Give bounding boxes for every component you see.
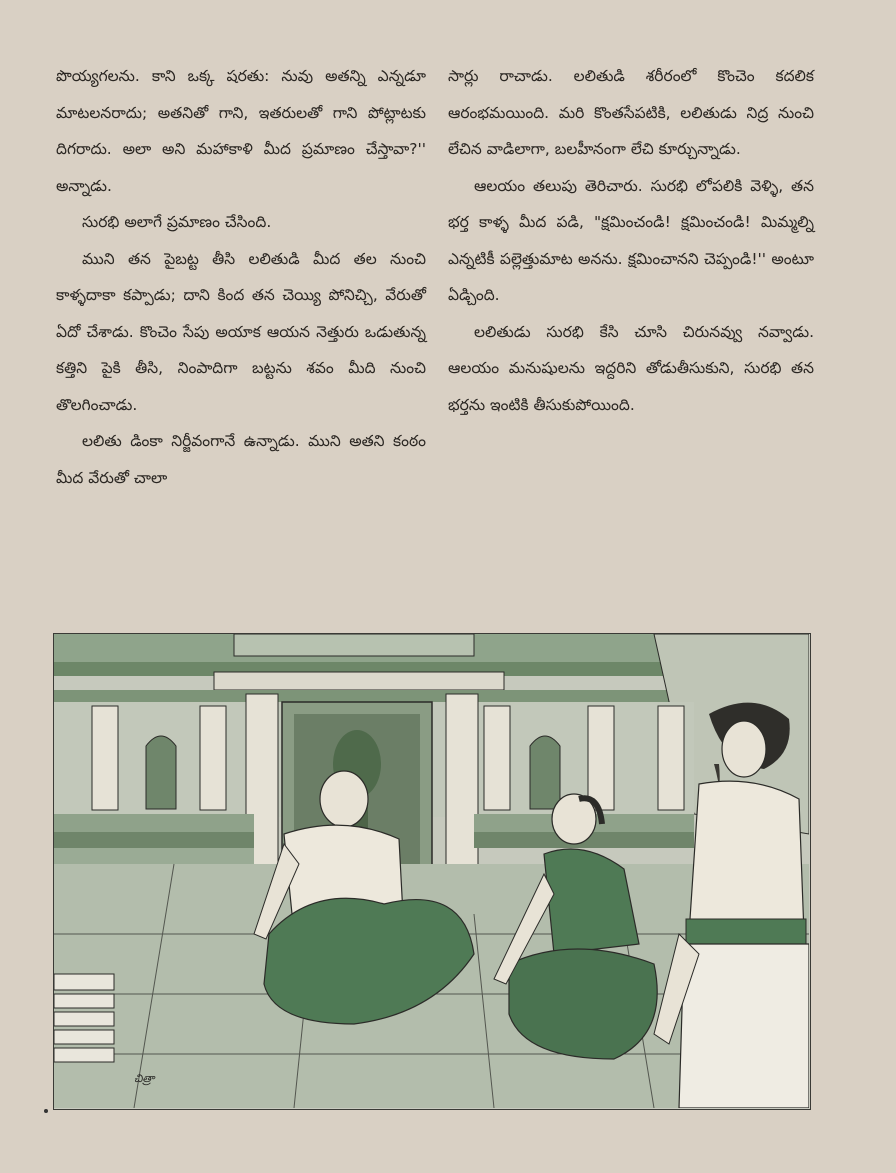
paragraph: లలితు డింకా నిర్జీవంగానే ఉన్నాడు. ముని అతని కంఠం మీద వేరుతో చాలా: [56, 432, 426, 487]
paragraph: ముని తన పైబట్ట తీసి లలితుడి మీద తల నుంచి కాళ్ళదాకా కప్పాడు; దాని కింద తన చెయ్యి పోనిచ్చి, వేరుతో ఏదో చేశాడు. కొంచెం సేపు అయాక ఆయన నెత్తురు ఒడుతున్న కత్తిని పైకి తీసి, నింపాదిగా బట్టను శవం మీది నుంచి తొలగించాడు.: [56, 249, 426, 414]
illustration-drawing: [54, 634, 809, 1108]
page-mark: [44, 1109, 48, 1113]
paragraph: సార్లు రాచాడు. లలితుడి శరీరంలో కొంచెం కదలిక ఆరంభమయింది. మరి కొంతసేపటికి, లలితుడు నిద్ర నుంచి లేచిన వాడిలాగా, బలహీనంగా లేచి కూర్చున్నాడు.: [448, 67, 814, 158]
artist-signature: చిత్రా: [134, 1072, 155, 1085]
temple-scene-illustration: [53, 633, 811, 1110]
paragraph: పొయ్యగలను. కాని ఒక్క షరతు: నువు అతన్ని ఎన్నడూ మాటలనరాదు; అతనితో గాని, ఇతరులతో గాని పోట్లాటకు దిగరాదు. అలా అని మహాకాళి మీద ప్రమాణం చేస్తావా?'' అన్నాడు.: [56, 67, 426, 195]
paragraph: ఆలయం తలుపు తెరిచారు. సురభి లోపలికి వెళ్ళి, తన భర్త కాళ్ళ మీద పడి, "క్షమించండి! క్షమించండి! మిమ్మల్ని ఎన్నటికీ పల్లెత్తుమాట అనను. క్షమించానని చెప్పండి!'' అంటూ ఏడ్చింది.: [448, 176, 814, 304]
left-text-column: [56, 58, 426, 496]
paragraph: లలితుడు సురభి కేసి చూసి చిరునవ్వు నవ్వాడు. ఆలయం మనుషులను ఇద్దరిని తోడుతీసుకుని, సురభి తన భర్తను ఇంటికి తీసుకుపోయింది.: [448, 322, 814, 414]
right-text-column: [448, 58, 814, 423]
paragraph: సురభి అలాగే ప్రమాణం చేసింది.: [82, 213, 272, 231]
